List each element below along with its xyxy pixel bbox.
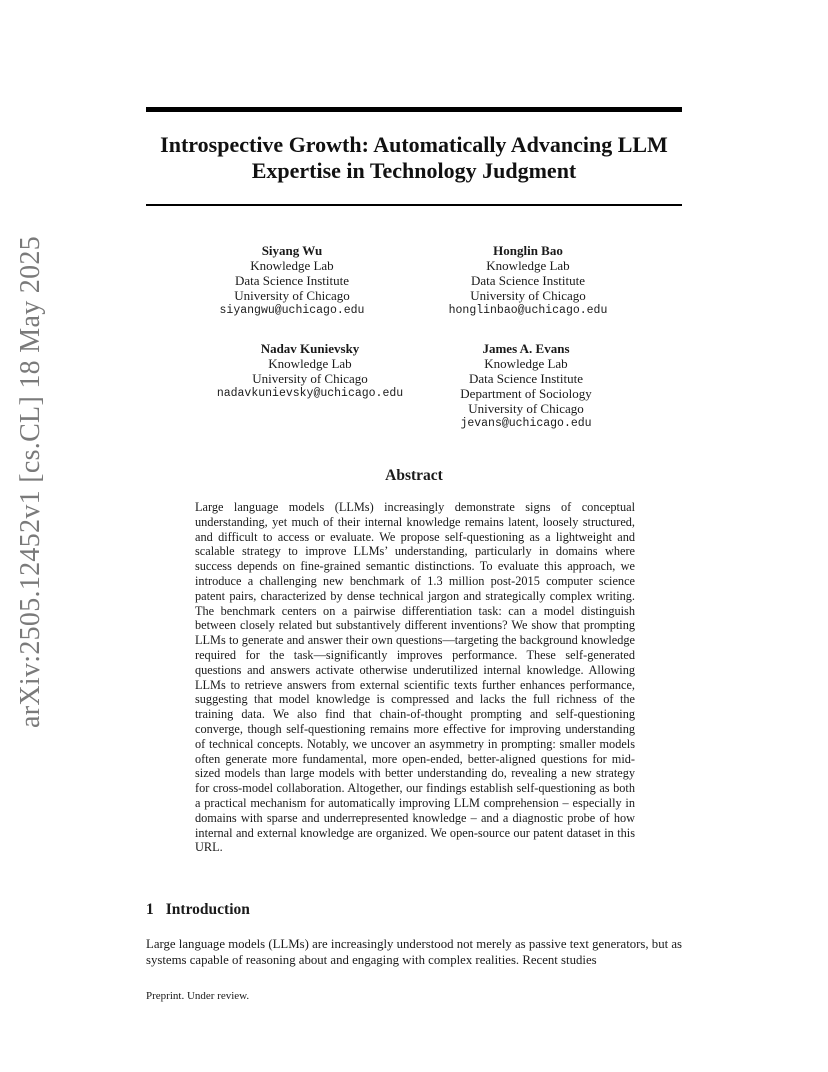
- author-name: Honglin Bao: [493, 243, 563, 258]
- author-affiliation: University of Chicago: [252, 371, 368, 386]
- footer-note: Preprint. Under review.: [146, 990, 250, 1002]
- author-affiliation: Knowledge Lab: [486, 258, 570, 273]
- author-name: Siyang Wu: [261, 243, 323, 258]
- author-affiliation: Department of Sociology: [460, 386, 592, 401]
- author-email[interactable]: siyangwu@uchicago.edu: [219, 304, 365, 317]
- abstract-text: Large language models (LLMs) increasingly demonstrate signs of conceptual understanding, yet much of their internal knowledge remains latent, loosely structured, and difficult to access or evaluate. We propose self-questioning as a lightweight and scalable strategy to improve LLMs’ understanding, particularly in domains where success depends on fine-grained semantic distinctions. To evaluate this approach, we introduce a challenging new benchmark of 1.3 million post-2015 computer science patent pairs, characterized by dense technical jargon and strategically complex writing. The benchmark centers on a pairwise differentiation task: can a model distinguish between closely related but substantively different inventions? We show that prompting LLMs to generate and answer their own questions—targeting the background knowledge required for the task—significantly improves performance. These self-generated questions and answers activate otherwise underutilized internal knowledge. Allowing LLMs to retrieve answers from external scientific texts further enhances performance, suggesting that model knowledge is compressed and lacks the full richness of the training data. We also find that chain-of-thought prompting and self-questioning converge, though self-questioning remains more effective for improving understanding of technical concepts. Notably, we uncover an asymmetry in prompting: smaller models often generate more fundamental, more open-ended, better-aligned questions for mid-sized models than large models with better understanding do, revealing a new strategy for cross-model collaboration. Altogether, our findings establish self-questioning as both a practical mechanism for automatically improving LLM comprehension – especially in domains with sparse and underrepresented knowledge – and a diagnostic probe of how internal and external knowledge are organized. We open-source our patent dataset in this URL.: [195, 500, 635, 855]
- author-affiliation: University of Chicago: [234, 288, 350, 303]
- section-heading: [146, 901, 250, 919]
- arxiv-stamp-text: arXiv:2505.12452v1 [cs.CL] 18 May 2025: [15, 235, 47, 729]
- author-email[interactable]: honglinbao@uchicago.edu: [448, 304, 608, 317]
- author-affiliation: Knowledge Lab: [268, 356, 352, 371]
- title-bottom-rule: [146, 204, 682, 206]
- author-affiliation: Knowledge Lab: [484, 356, 568, 371]
- abstract-heading: Abstract: [385, 467, 443, 484]
- author-email[interactable]: nadavkunievsky@uchicago.edu: [216, 387, 404, 400]
- author-block: [426, 341, 626, 431]
- section-title: Introduction: [165, 901, 250, 918]
- author-affiliation: Data Science Institute: [234, 273, 350, 288]
- author-block: [190, 341, 430, 401]
- section-number: 1: [146, 901, 154, 918]
- author-name: Nadav Kunievsky: [260, 341, 360, 356]
- title-top-rule: [146, 107, 682, 112]
- author-affiliation: Data Science Institute: [468, 371, 584, 386]
- paper-title: Introspective Growth: Automatically Advancing LLM Expertise in Technology Judgment: [160, 132, 668, 183]
- author-name: James A. Evans: [482, 341, 570, 356]
- author-affiliation: Knowledge Lab: [250, 258, 334, 273]
- author-affiliation: University of Chicago: [470, 288, 586, 303]
- author-affiliation: University of Chicago: [468, 401, 584, 416]
- arxiv-stamp: [2, 235, 60, 729]
- author-block: [190, 243, 394, 318]
- author-block: [428, 243, 628, 318]
- intro-paragraph: Large language models (LLMs) are increasingly understood not merely as passive text generators, but as systems capable of reasoning about and engaging with complex realities. Recent studies: [146, 937, 683, 967]
- author-email[interactable]: jevans@uchicago.edu: [460, 417, 592, 430]
- author-affiliation: Data Science Institute: [470, 273, 586, 288]
